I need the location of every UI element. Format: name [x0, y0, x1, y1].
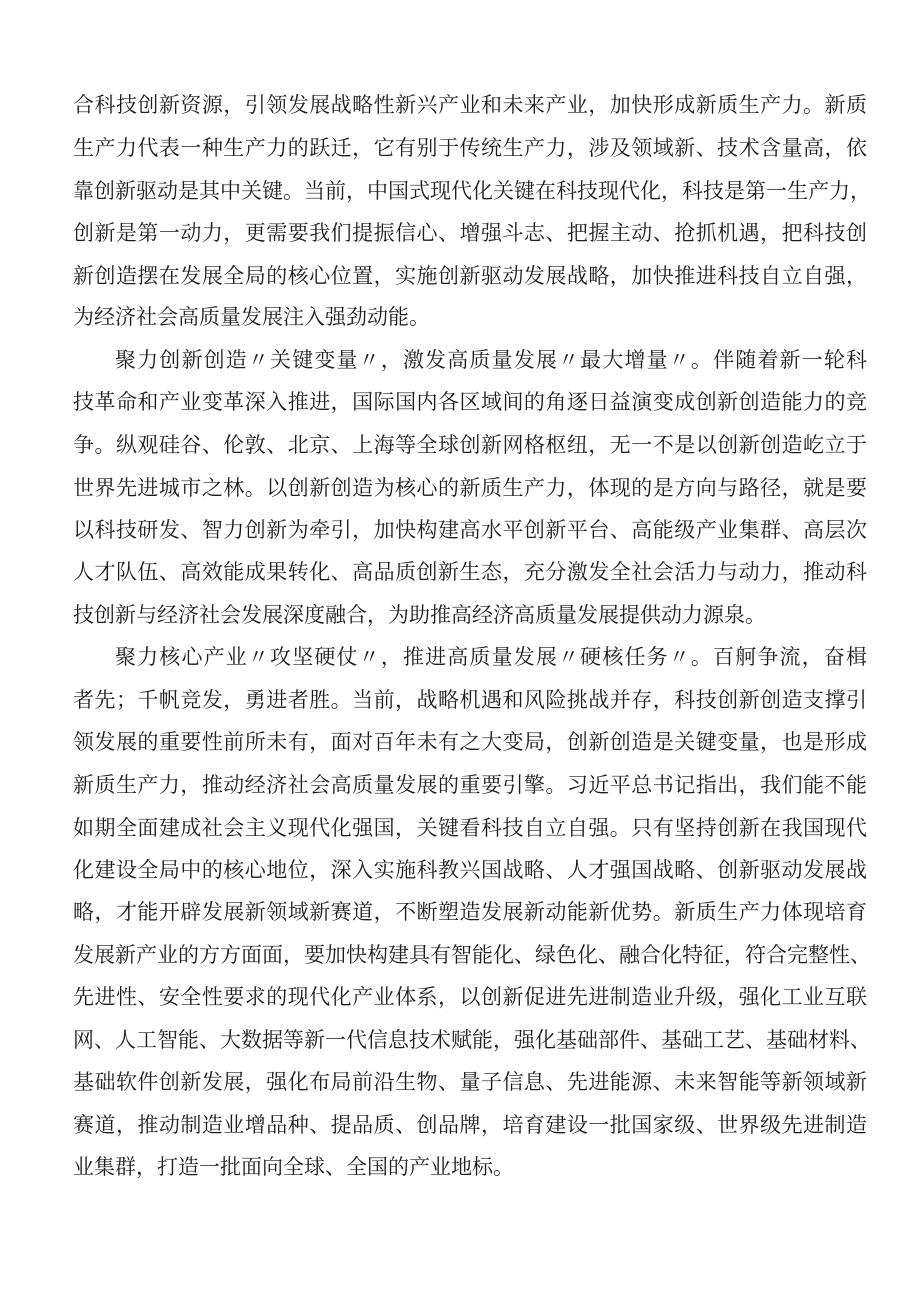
text-line: 略，才能开辟发展新领域新赛道，不断塑造发展新动能新优势。新质生产力体现培育	[73, 900, 867, 924]
text-line: 先进性、安全性要求的现代化产业体系，以创新促进先进制造业升级，强化工业互联	[73, 985, 867, 1009]
text-line: 聚力创新创造〃关键变量〃，激发高质量发展〃最大增量〃。伴随着新一轮科	[115, 348, 867, 372]
text-line: 技革命和产业变革深入推进，国际国内各区域间的角逐日益演变成创新创造能力的竞	[73, 390, 867, 414]
text-line: 基础软件创新发展，强化布局前沿生物、量子信息、先进能源、未来智能等新领域新	[73, 1070, 867, 1094]
text-line: 创新是第一动力，更需要我们提振信心、增强斗志、把握主动、抢抓机遇，把科技创	[73, 221, 867, 245]
text-line: 人才队伍、高效能成果转化、高品质创新生态，充分激发全社会活力与动力，推动科	[73, 560, 867, 584]
text-line: 靠创新驱动是其中关键。当前，中国式现代化关键在科技现代化，科技是第一生产力，	[73, 179, 871, 203]
text-line: 如期全面建成社会主义现代化强国，关键看科技自立自强。只有坚持创新在我国现代	[73, 816, 867, 840]
text-line: 争。纵观硅谷、伦敦、北京、上海等全球创新网格枢纽，无一不是以创新创造屹立于	[73, 433, 867, 457]
text-line: 技创新与经济社会发展深度融合，为助推高经济高质量发展提供动力源泉。	[73, 603, 766, 627]
text-line: 新质生产力，推动经济社会高质量发展的重要引擎。习近平总书记指出，我们能不能	[73, 773, 867, 797]
text-line: 新创造摆在发展全局的核心位置，实施创新驱动发展战略，加快推进科技自立自强，	[73, 264, 867, 288]
text-line: 生产力代表一种生产力的跃迁，它有别于传统生产力，涉及领域新、技术含量高，依	[73, 136, 867, 160]
text-line: 为经济社会高质量发展注入强劲动能。	[73, 305, 430, 329]
text-line: 业集群，打造一批面向全球、全国的产业地标。	[73, 1155, 514, 1179]
text-line: 合科技创新资源，引领发展战略性新兴产业和未来产业，加快形成新质生产力。新质	[73, 93, 867, 117]
text-line: 发展新产业的方方面面，要加快构建具有智能化、绿色化、融合化特征，符合完整性、	[73, 943, 871, 967]
text-line: 网、人工智能、大数据等新一代信息技术赋能，强化基础部件、基础工艺、基础材料、	[73, 1028, 871, 1052]
text-line: 以科技研发、智力创新为牵引，加快构建高水平创新平台、高能级产业集群、高层次	[73, 518, 867, 542]
text-line: 领发展的重要性前所未有，面对百年未有之大变局，创新创造是关键变量，也是形成	[73, 730, 867, 754]
text-line: 者先；千帆竞发，勇进者胜。当前，战略机遇和风险挑战并存，科技创新创造支撑引	[73, 688, 867, 712]
text-line: 赛道，推动制造业增品种、提品质、创品牌，培育建设一批国家级、世界级先进制造	[73, 1113, 867, 1137]
text-line: 化建设全局中的核心地位，深入实施科教兴国战略、人才强国战略、创新驱动发展战	[73, 858, 867, 882]
text-line: 聚力核心产业〃攻坚硬仗〃，推进高质量发展〃硬核任务〃。百舸争流，奋楫	[115, 645, 867, 669]
text-line: 世界先进城市之林。以创新创造为核心的新质生产力，体现的是方向与路径，就是要	[73, 476, 867, 500]
